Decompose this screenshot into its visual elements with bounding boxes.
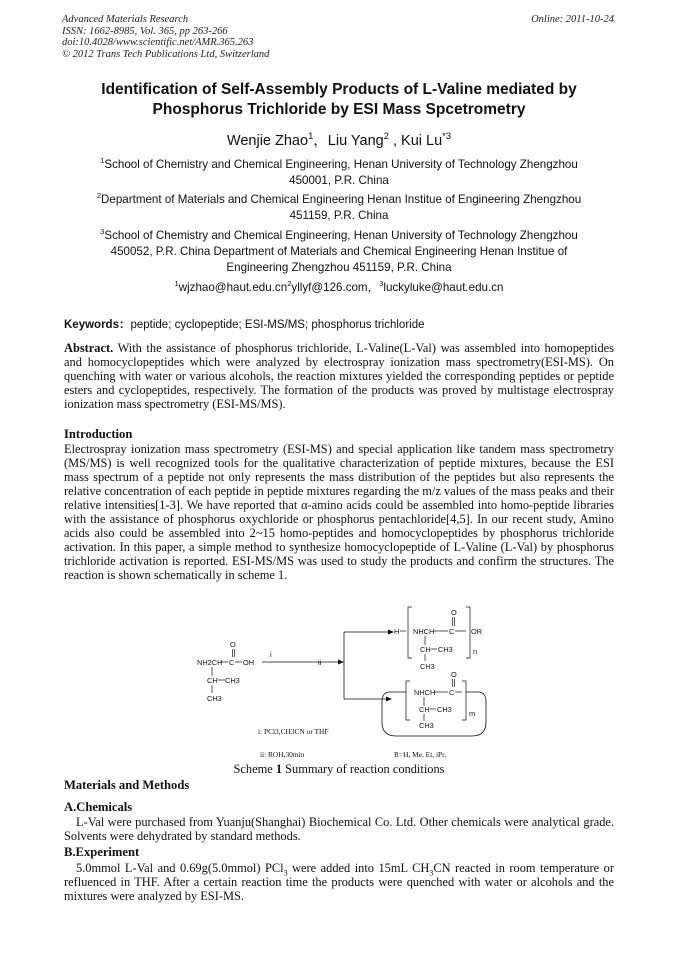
author-3-affiliation-mark: *3 bbox=[442, 130, 452, 142]
scheme-oh: OH bbox=[243, 658, 255, 667]
methods-heading: Materials and Methods bbox=[64, 778, 190, 792]
author-3: Kui Lu bbox=[401, 133, 443, 149]
scheme-nhch-2: NHCH bbox=[414, 688, 436, 697]
scheme-o-2: O bbox=[451, 608, 457, 617]
affiliation-3-line-1: School of Chemistry and Chemical Engineering, Henan University of Technology Zhengzhou bbox=[104, 229, 578, 242]
scheme-ch-3: CH bbox=[419, 705, 430, 714]
scheme-ch-1: CH bbox=[207, 676, 218, 685]
affiliation-3-line-3: Engineering Zhengzhou 451159, P.R. China bbox=[226, 261, 452, 274]
scheme-o-3: O bbox=[451, 670, 457, 679]
scheme-condition-ii: ii: ROH,30min bbox=[260, 750, 305, 759]
experiment-subscript-1: 3 bbox=[283, 868, 288, 878]
affiliation-2-line-1: Department of Materials and Chemical Engineering Henan Institue of Engineering Zhengzhou bbox=[101, 193, 582, 206]
author-separator: , bbox=[388, 133, 402, 149]
scheme-caption-number: 1 bbox=[275, 762, 283, 776]
affiliation-1-line-2: 450001, P.R. China bbox=[289, 174, 389, 187]
scheme-ch3-5: CH3 bbox=[437, 705, 452, 714]
reaction-scheme bbox=[190, 604, 620, 768]
title-line-1: Identification of Self-Assembly Products of L-Valine mediated by bbox=[101, 81, 577, 98]
email-1[interactable]: wjzhao@haut.edu.cn bbox=[178, 281, 288, 294]
author-1-affiliation-mark: 1 bbox=[308, 130, 314, 142]
email-3-mark: 3 bbox=[379, 279, 384, 289]
abstract bbox=[64, 341, 614, 411]
scheme-ch3-4: CH3 bbox=[420, 662, 435, 671]
email-separator: ， bbox=[367, 281, 380, 294]
scheme-arrow-label-i: i bbox=[270, 650, 272, 659]
journal-name: Advanced Materials Research bbox=[62, 14, 189, 25]
scheme-caption-text: Summary of reaction conditions bbox=[282, 762, 445, 776]
email-1-mark: 1 bbox=[174, 279, 179, 289]
keywords bbox=[64, 316, 425, 332]
email-2[interactable]: yllyf@126.com bbox=[291, 281, 368, 294]
affiliation-1 bbox=[70, 157, 608, 189]
scheme-caption-prefix: Scheme bbox=[233, 762, 276, 776]
scheme-ch3-2: CH3 bbox=[207, 694, 222, 703]
journal-header bbox=[62, 14, 269, 60]
scheme-ch3-6: CH3 bbox=[419, 721, 434, 730]
scheme-condition-i: i: PCl3,CH3CN or THF bbox=[258, 727, 329, 736]
copyright-line: © 2012 Trans Tech Publications Ltd, Switzerland bbox=[62, 48, 270, 60]
email-2-mark: 2 bbox=[287, 279, 292, 289]
affiliation-1-line-1: School of Chemistry and Chemical Engineering, Henan University of Technology Zhengzhou bbox=[104, 158, 578, 171]
affiliation-3 bbox=[70, 228, 608, 276]
author-2-affiliation-mark: 2 bbox=[383, 130, 389, 142]
scheme-arrow-label-ii: ii bbox=[318, 658, 322, 667]
affiliation-3-mark: 3 bbox=[100, 227, 105, 237]
experiment-text-part-3: CN reacted in room temperature or refluenced in THF. After a certain reaction time the products were quenched with water or alcohols and the mixtures were analyzed by ESI-MS. bbox=[64, 861, 614, 903]
scheme-o-1: O bbox=[230, 640, 236, 649]
experiment-subscript-2: 3 bbox=[429, 868, 434, 878]
doi-line[interactable]: doi:10.4028/www.scientific.net/AMR.365.263 bbox=[62, 37, 254, 49]
affiliation-2-line-2: 451159, P.R. China bbox=[289, 209, 389, 222]
keywords-label: Keywords： bbox=[64, 319, 131, 331]
scheme-c-1: C bbox=[229, 658, 235, 667]
scheme-subscript-m: m bbox=[469, 709, 476, 718]
keywords-text: peptide; cyclopeptide; ESI-MS/MS; phosphorus trichloride bbox=[130, 319, 425, 331]
scheme-h: H bbox=[394, 627, 400, 636]
experiment-heading: B.Experiment bbox=[64, 845, 140, 859]
paper-title bbox=[60, 80, 618, 120]
online-date: Online: 2011-10-24 bbox=[531, 14, 614, 25]
email-line bbox=[70, 280, 608, 296]
scheme-c-3: C bbox=[449, 688, 455, 697]
scheme-r-groups: R=H, Me, Et, iPr, bbox=[394, 750, 447, 759]
affiliation-2-mark: 2 bbox=[96, 191, 102, 201]
author-list bbox=[60, 129, 618, 150]
author-1: Wenjie Zhao bbox=[226, 133, 309, 149]
experiment-text bbox=[64, 861, 614, 903]
chemicals-heading: A.Chemicals bbox=[64, 800, 133, 814]
issn-line: ISSN: 1662-8985, Vol. 365, pp 263-266 bbox=[62, 25, 228, 37]
introduction-text: Electrospray ionization mass spectrometry (ESI-MS) and special application like tandem mass spectrometry (MS/MS) is well recognized tools for the qualitative characterization of peptide mixtures, because the ESI mass spectrum of a peptide not only represents the mass distribution of the peptides but also represents the relative concentration of each peptide in peptide mixtures regarding the m/z values of the mass peaks and their relative intensities[1-3]. We have reported that α-amino acids could be assembled into homo-peptide libraries with the assistance of phosphorus oxychloride or phosphorus pentachloride[4,5]. In our recent study, Amino acids also could be assembled into 2~15 homo-peptides and homocyclopeptides by phosphorus trichloride activation. In this paper, a simple method to synthesize homocyclopeptide of L-Valine (L-Val) by phosphorus trichloride activation is reported. ESI-MS/MS was used to study the products and confirm the structures. The reaction is shown schematically in scheme 1. bbox=[64, 442, 614, 582]
email-3[interactable]: luckyluke@haut.edu.cn bbox=[383, 281, 504, 294]
scheme-or: OR bbox=[471, 627, 483, 636]
scheme-c-2: C bbox=[449, 627, 455, 636]
affiliation-1-mark: 1 bbox=[100, 156, 105, 166]
scheme-ch-2: CH bbox=[420, 645, 431, 654]
abstract-text: With the assistance of phosphorus trichloride, L-Valine(L-Val) was assembled into homopeptides and homocyclopeptides which were analyzed by electrospray ionization mass spectrometry(ESI-MS). On quenching with water or various alcohols, the reaction mixtures yielded the corresponding peptides or peptide esters and cyclopeptides, respectively. The formation of the products was proved by multistage electrospray ionization mass spectrometry (ESI-MS/MS). bbox=[64, 341, 614, 411]
scheme-nh2ch: NH2CH bbox=[197, 658, 223, 667]
scheme-subscript-n: n bbox=[473, 647, 478, 656]
scheme-caption bbox=[60, 762, 618, 777]
title-line-2: Phosphorus Trichloride by ESI Mass Spcetrometry bbox=[152, 101, 526, 118]
experiment-text-part-1: 5.0mmol L-Val and 0.69g(5.0mmol) PCl bbox=[76, 861, 284, 875]
chemicals-text: L-Val were purchased from Yuanju(Shanghai) Biochemical Co. Ltd. Other chemicals were analytical grade. Solvents were dehydrated by standard methods. bbox=[64, 815, 614, 843]
author-separator: ， bbox=[313, 133, 328, 149]
affiliation-3-line-2: 450052, P.R. China Department of Materials and Chemical Engineering Henan Institue of bbox=[110, 245, 568, 258]
affiliation-2 bbox=[70, 192, 608, 224]
scheme-ch3-3: CH3 bbox=[438, 645, 453, 654]
introduction-heading: Introduction bbox=[64, 427, 133, 441]
experiment-text-part-2: were added into 15mL CH bbox=[287, 861, 430, 875]
abstract-label: Abstract. bbox=[64, 341, 114, 355]
scheme-ch3-1: CH3 bbox=[225, 676, 240, 685]
author-2: Liu Yang bbox=[327, 133, 384, 149]
scheme-nhch-1: NHCH bbox=[413, 627, 435, 636]
